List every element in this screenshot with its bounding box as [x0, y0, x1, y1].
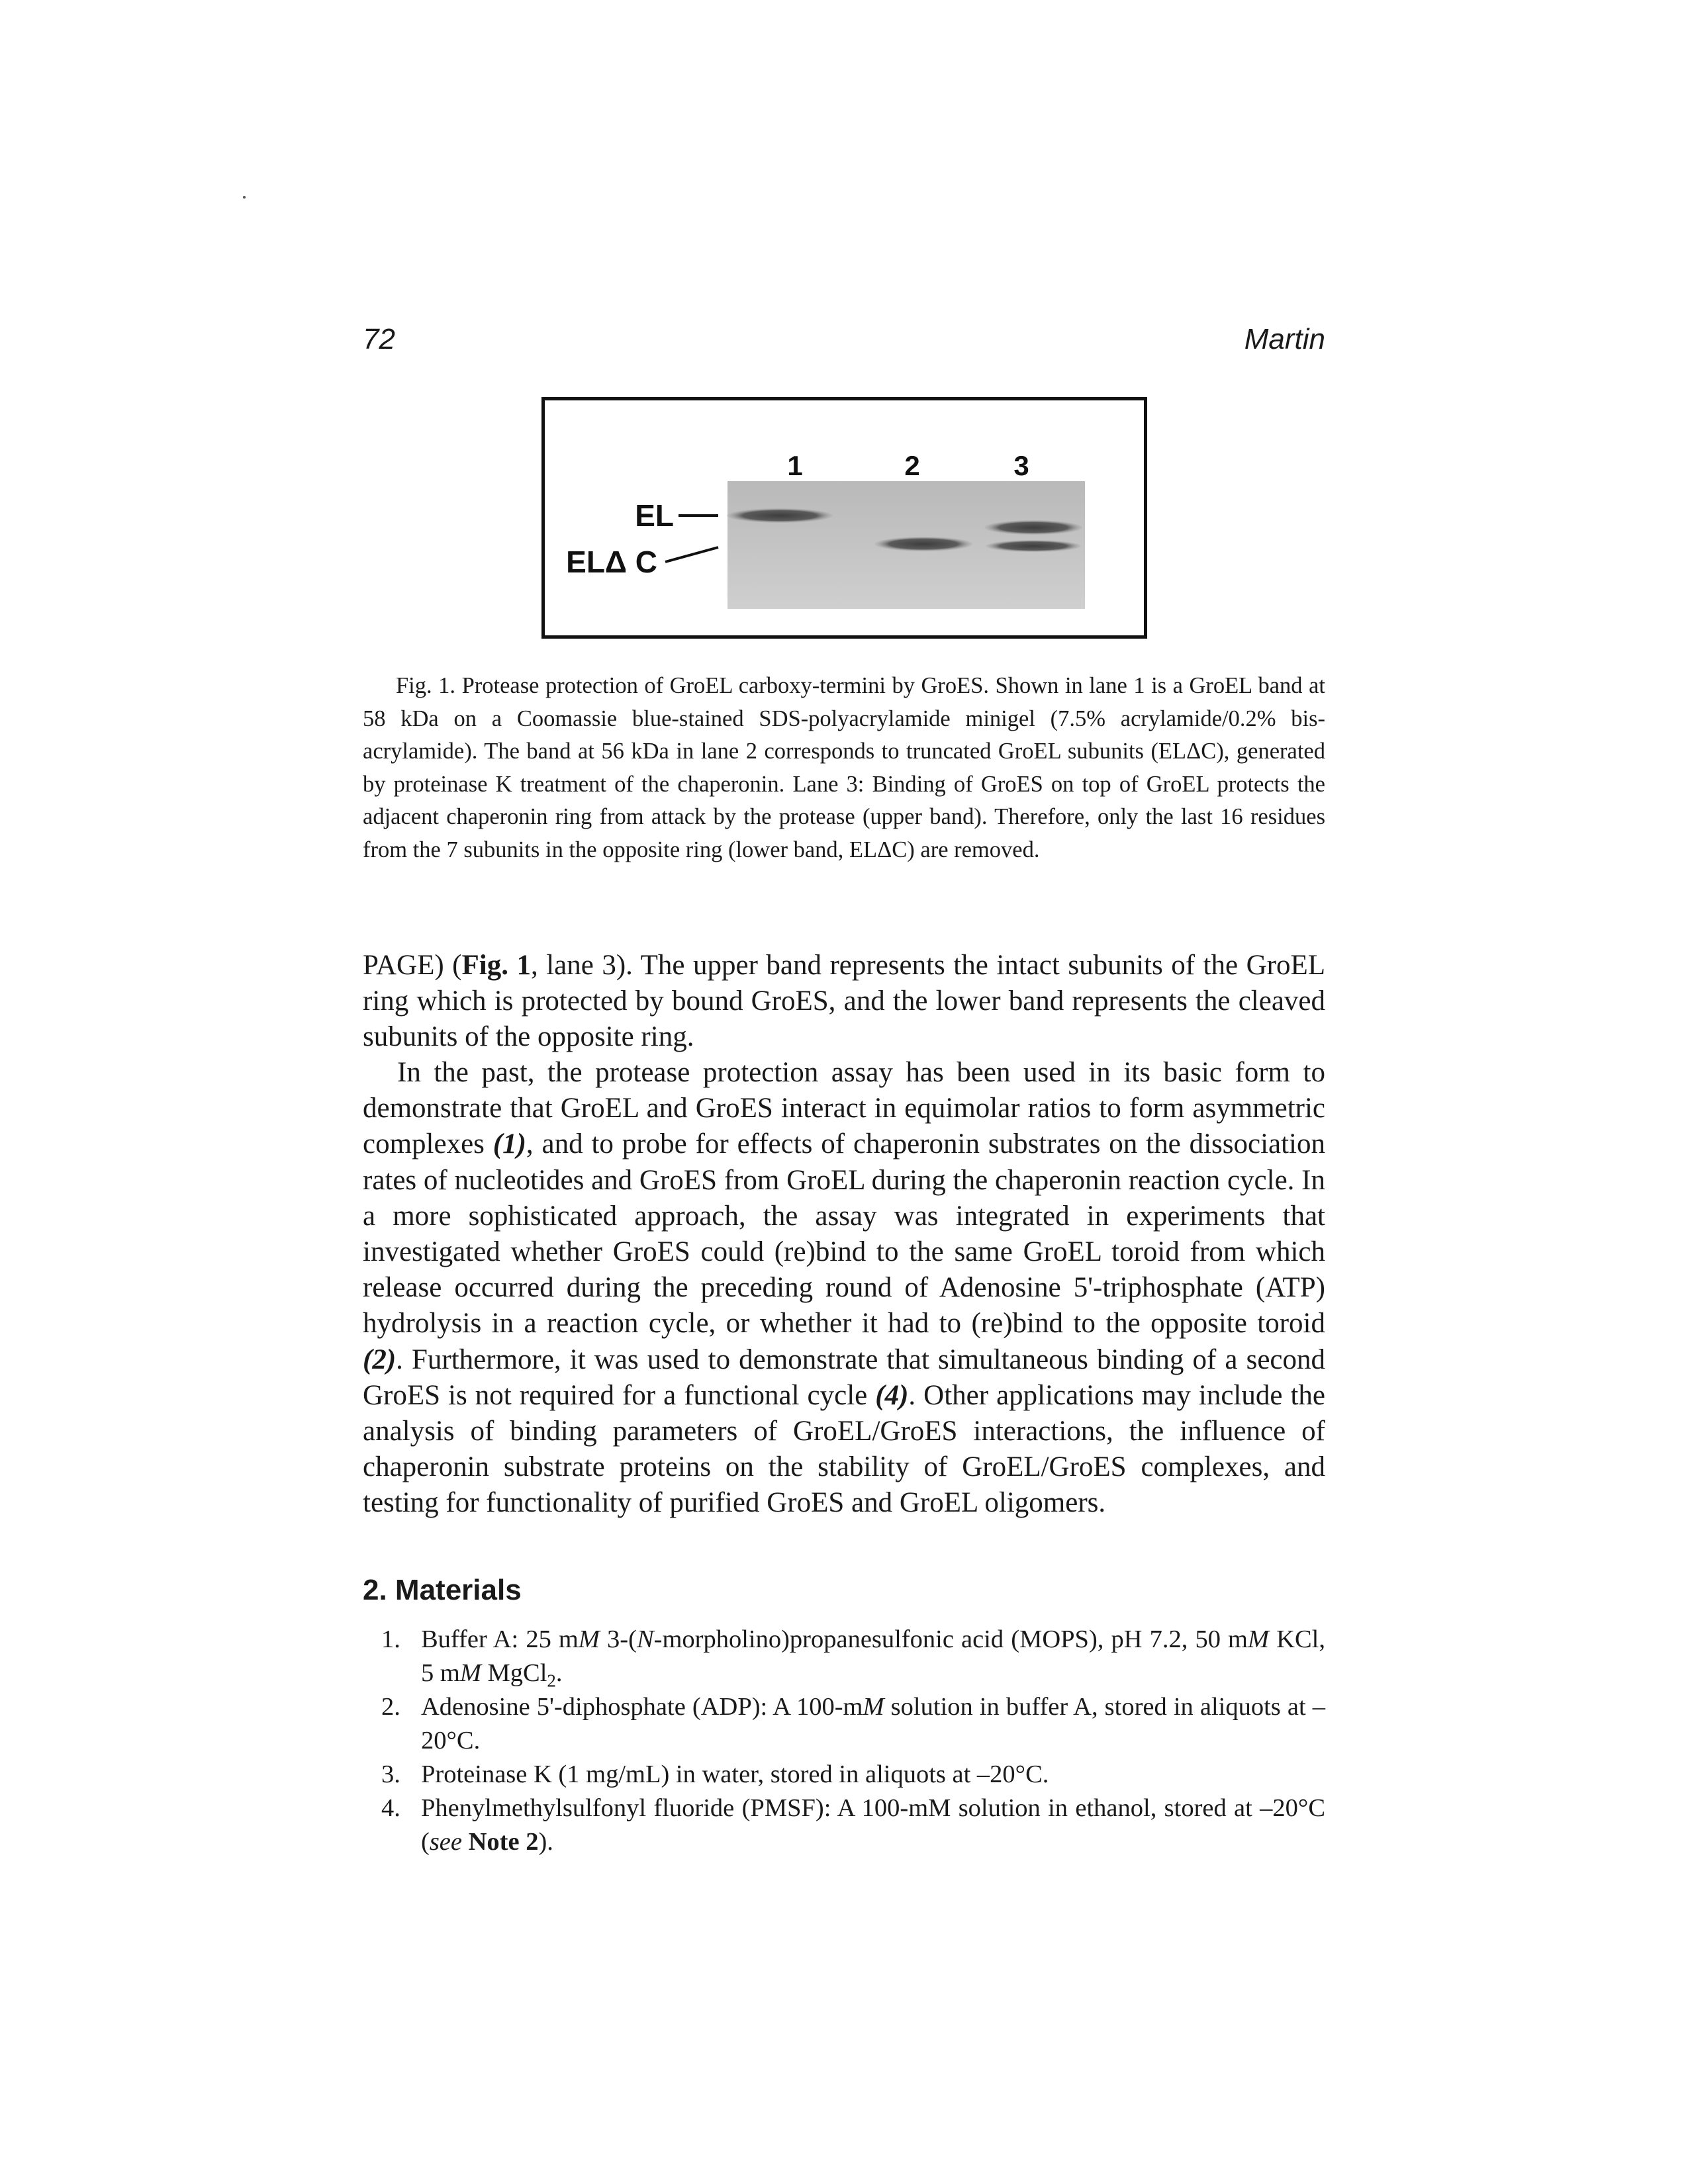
lane-3-band-el — [984, 520, 1082, 535]
running-head-author: Martin — [1244, 323, 1325, 355]
lane-3-band-eldc — [986, 540, 1081, 552]
item-text-italic: see — [429, 1828, 462, 1856]
item-number: 3. — [381, 1760, 400, 1788]
item-number: 2. — [381, 1693, 400, 1721]
lane-1-band-el — [727, 508, 833, 523]
para2-text-d: . Other applications may include the analysis of binding parameters of GroEL/GroES interactions, the influence of chaperonin substrate proteins on the stability of GroEL/GroES complexes, and testing for functionality of purified GroES and GroEL oligomers. — [363, 1379, 1326, 1519]
para2-text-c: . Furthermore, it was used to demonstrate that simultaneous binding of a second GroES is not required for a functional cycle — [363, 1343, 1325, 1411]
para2-text-b: , and to probe for effects of chaperonin substrates on the dissociation rates of nucleotides and GroES from GroEL during the chaperonin reaction cycle. In a more sophisticated approach, the assay was integrated in experiments that investigated whether GroES could (re)bind to the same GroEL toroid from which release occurred during the preceding round of Adenosine 5'-triphosphate (ATP) hydrolysis in a reaction cycle, or whether it had to (re)bind to the opposite toroid — [363, 1128, 1325, 1340]
item-text: . — [555, 1659, 563, 1687]
item-subscript: 2 — [547, 1670, 556, 1691]
materials-item-1 — [363, 1623, 1325, 1690]
lane-label-1: 1 — [787, 450, 803, 481]
eldc-pointer-line — [665, 547, 718, 562]
citation-4: (4) — [875, 1379, 909, 1411]
lane-label-2: 2 — [904, 450, 920, 481]
item-text — [462, 1828, 469, 1856]
item-text: -morpholino)propanesulfonic acid (MOPS), pH 7.2, 50 m — [653, 1625, 1248, 1653]
para1-text-b: , lane 3). The upper band represents the intact subunits of the GroEL ring which is protected by bound GroES, and the lower band represents the cleaved subunits of the opposite ring. — [363, 950, 1325, 1053]
lane-2-band-eldc — [874, 537, 972, 551]
figure-caption: Fig. 1. Protease protection of GroEL carboxy-termini by GroES. Shown in lane 1 is a GroEL band at 58 kDa on a Coomassie blue-stained SDS-polyacrylamide minigel (7.5% acrylamide/0.2% bis-acrylamide). The band at 56 kDa in lane 2 corresponds to truncated GroEL subunits (ELΔC), generated by proteinase K treatment of the chaperonin. Lane 3: Binding of GroES on top of GroEL protects the adjacent chaperonin ring from attack by the protease (upper band). Therefore, only the last 16 residues from the 7 subunits in the opposite ring (lower band, ELΔC) are removed. — [363, 673, 1325, 862]
lane-label-3: 3 — [1013, 450, 1029, 481]
body-paragraph-1 — [363, 948, 1325, 1056]
item-number: 1. — [381, 1625, 400, 1653]
item-text-italic: N — [636, 1625, 654, 1653]
item-text: Phenylmethylsulfonyl fluoride (PMSF): A 100-mM solution in ethanol, stored at –20°C ( — [421, 1794, 1325, 1856]
citation-1: (1) — [492, 1128, 526, 1160]
item-text-italic: M — [578, 1625, 600, 1653]
materials-list — [363, 1623, 1325, 1859]
item-text: Buffer A: 25 m — [421, 1625, 579, 1653]
item-text: KCl, 5 m — [421, 1625, 1325, 1687]
band-label-el: EL — [635, 498, 674, 533]
gel-image — [545, 400, 1144, 635]
materials-item-3 — [363, 1758, 1325, 1792]
figure-reference: Fig. 1 — [461, 950, 531, 981]
stray-mark — [243, 196, 246, 199]
note-reference: Note 2 — [468, 1828, 539, 1856]
band-label-eldc: ELΔ C — [566, 545, 657, 579]
materials-item-2 — [363, 1690, 1325, 1758]
item-number: 4. — [381, 1794, 400, 1822]
para1-text-a: PAGE) ( — [363, 950, 462, 981]
item-text: solution in buffer A, stored in aliquots at –20°C. — [421, 1693, 1325, 1754]
body-paragraph-2 — [363, 1055, 1325, 1522]
item-text: ). — [538, 1828, 553, 1856]
item-text: MgCl — [481, 1659, 547, 1687]
item-text-italic: M — [459, 1659, 481, 1687]
citation-2: (2) — [363, 1343, 397, 1375]
item-text: Adenosine 5'-diphosphate (ADP): A 100-m — [421, 1693, 863, 1721]
page-number: 72 — [363, 323, 395, 355]
item-text: Proteinase K (1 mg/mL) in water, stored in aliquots at –20°C. — [421, 1760, 1049, 1788]
figure-1 — [541, 397, 1147, 639]
item-text-italic: M — [863, 1693, 884, 1721]
item-text-italic: M — [1248, 1625, 1270, 1653]
para2-text-a: In the past, the protease protection assay has been used in its basic form to demonstrate that GroEL and GroES interact in equimolar ratios to form asymmetric complexes — [363, 1057, 1325, 1160]
item-text: 3-( — [599, 1625, 637, 1653]
materials-item-4 — [363, 1792, 1325, 1859]
section-heading-materials: 2. Materials — [363, 1574, 522, 1606]
running-head — [363, 323, 1325, 363]
